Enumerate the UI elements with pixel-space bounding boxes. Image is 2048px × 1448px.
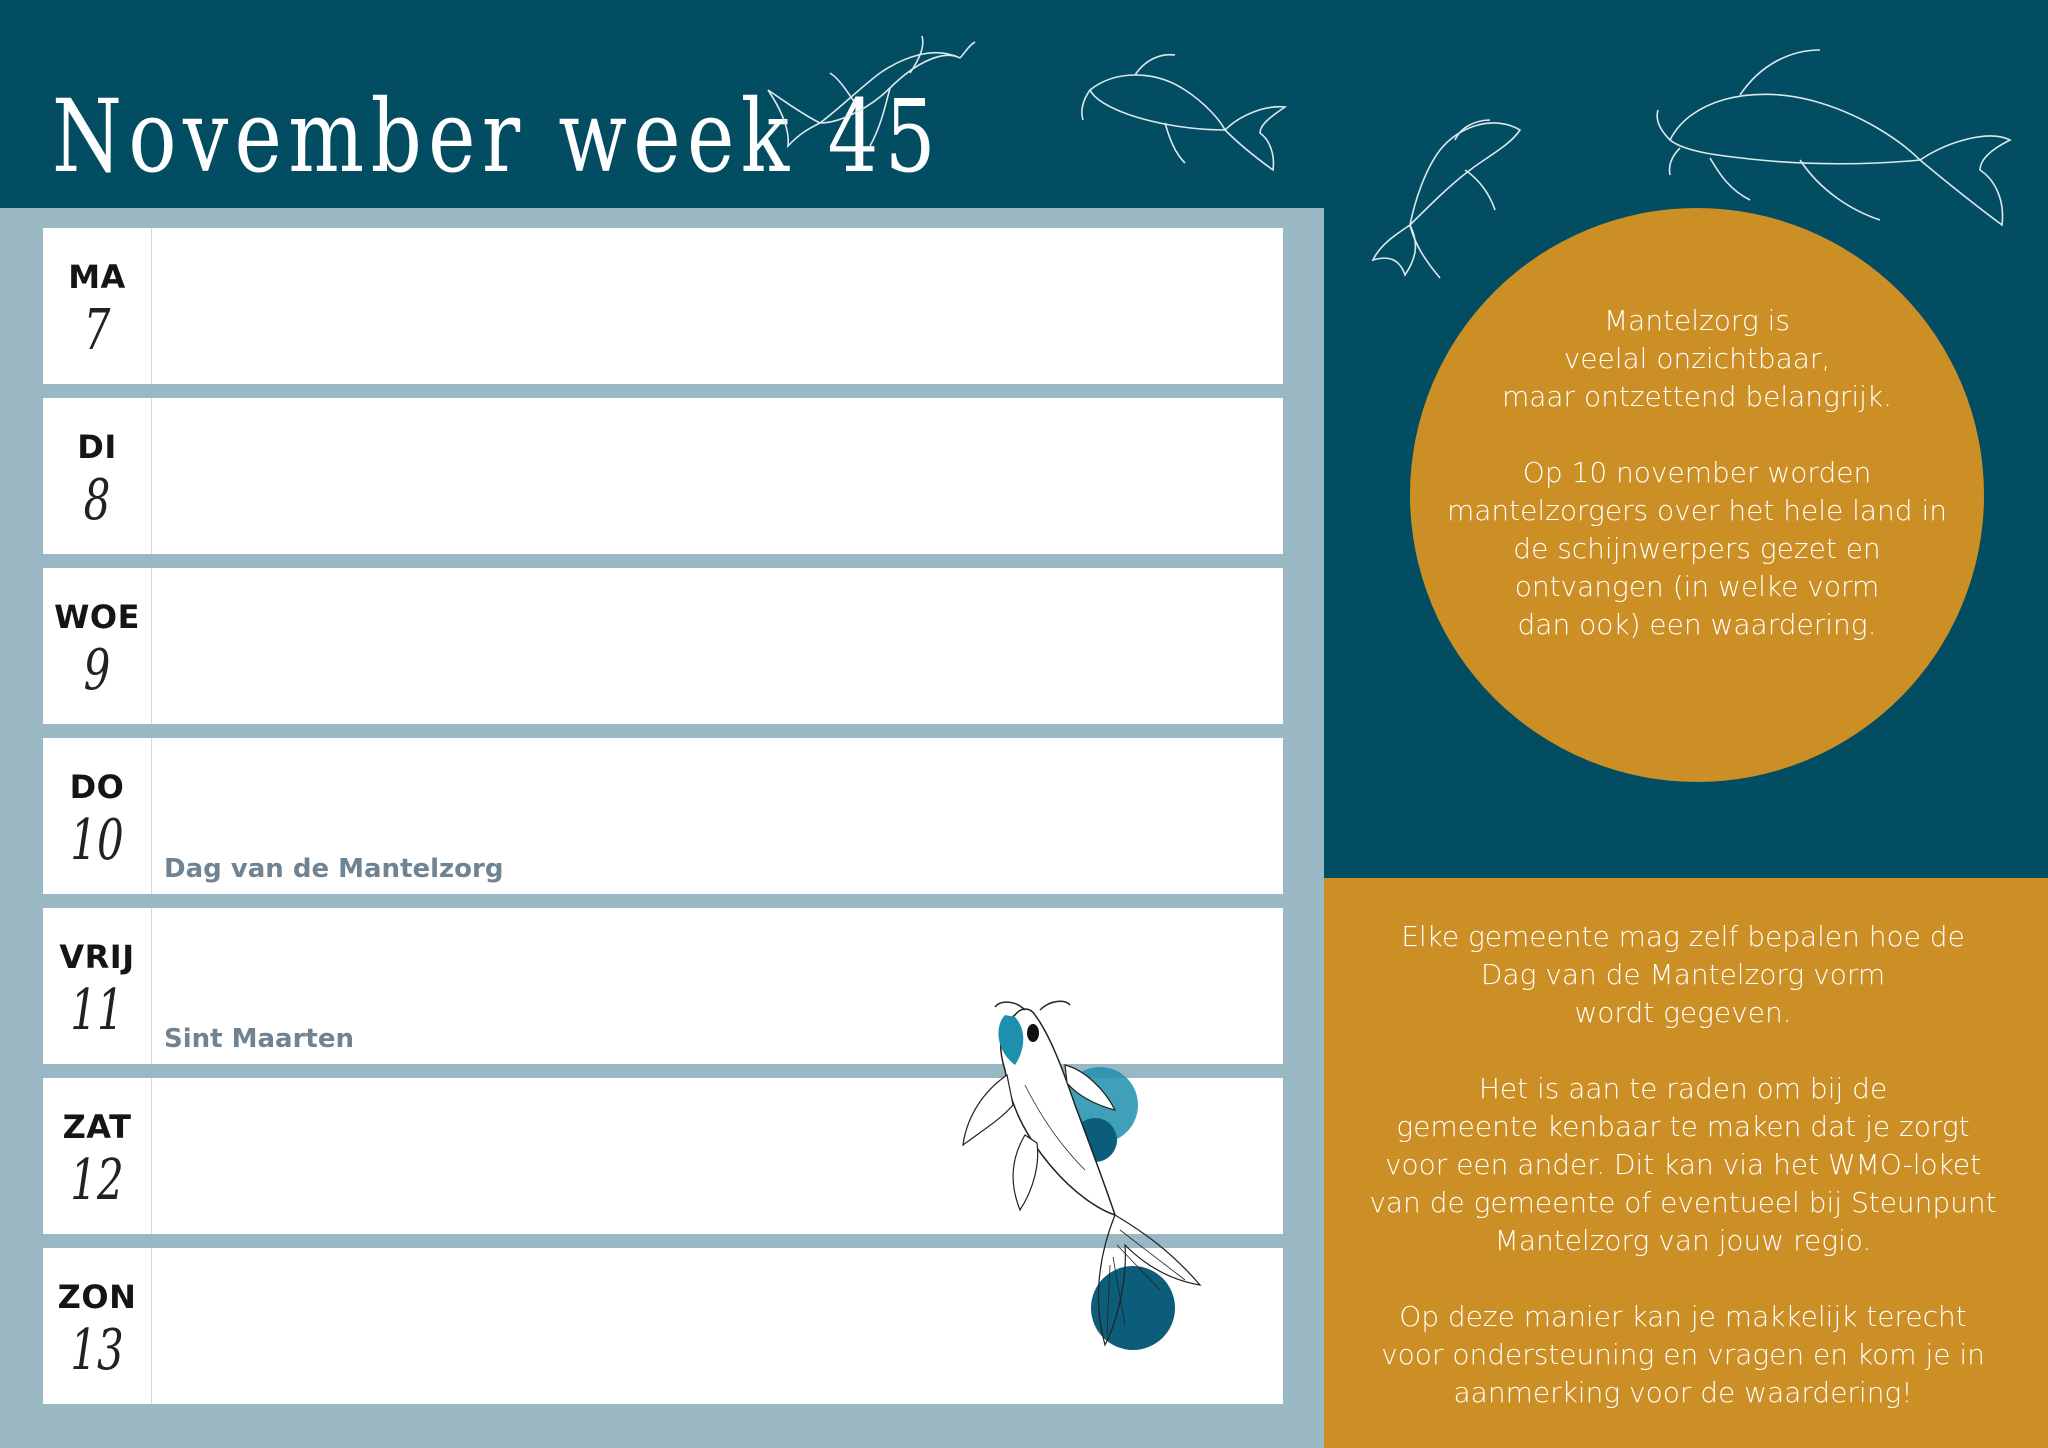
- day-label: [43, 1078, 152, 1234]
- day-label: [43, 738, 152, 894]
- day-abbr: ZON: [57, 1278, 137, 1316]
- day-abbr: DO: [69, 768, 125, 806]
- day-number: 13: [70, 1318, 124, 1383]
- day-abbr: WOE: [54, 598, 140, 636]
- day-label: [43, 568, 152, 724]
- koi-fish-icon: [1075, 45, 1295, 175]
- day-row-wednesday[interactable]: [43, 568, 1283, 724]
- day-number: 10: [70, 808, 124, 873]
- info-paragraph: Op deze manier kan je makkelijk terecht voor ondersteuning en vragen en kom je in aanmerking voor de waardering!: [1381, 1300, 1985, 1409]
- day-label: [43, 1248, 152, 1404]
- day-label: [43, 228, 152, 384]
- day-abbr: VRIJ: [59, 938, 135, 976]
- day-row-monday[interactable]: [43, 228, 1283, 384]
- koi-fish-icon: [760, 28, 980, 158]
- day-note: Dag van de Mantelzorg: [164, 854, 504, 884]
- day-row-thursday[interactable]: [43, 738, 1283, 894]
- day-row-tuesday[interactable]: [43, 398, 1283, 554]
- day-number: 11: [70, 978, 124, 1043]
- page-title: November week 45: [52, 78, 943, 195]
- day-label: [43, 908, 152, 1064]
- day-abbr: DI: [77, 428, 117, 466]
- info-box-text: [1338, 918, 2028, 1412]
- circle-paragraph: Mantelzorg is veelal onzichtbaar, maar ontzettend belangrijk.: [1501, 304, 1893, 413]
- day-number: 9: [83, 638, 111, 703]
- day-label: [43, 398, 152, 554]
- circle-paragraph: Op 10 november worden mantelzorgers over het hele land in de schijnwerpers gezet en ontvangen (in welke vorm dan ook) een waardering.: [1447, 456, 1947, 641]
- day-number: 12: [70, 1148, 124, 1213]
- day-abbr: ZAT: [62, 1108, 132, 1146]
- day-number: 8: [83, 468, 111, 533]
- day-abbr: MA: [68, 258, 126, 296]
- koi-fish-color-icon: [955, 995, 1255, 1375]
- circle-text: [1420, 302, 1974, 644]
- info-paragraph: Elke gemeente mag zelf bepalen hoe de Dag van de Mantelzorg vorm wordt gegeven.: [1401, 920, 1965, 1029]
- koi-fish-icon: [1365, 110, 1535, 290]
- day-note: Sint Maarten: [164, 1024, 354, 1054]
- day-number: 7: [83, 298, 111, 363]
- info-paragraph: Het is aan te raden om bij de gemeente kenbaar te maken dat je zorgt voor een ander. Dit kan via het WMO-loket van de gemeente of eventueel bij Steunpunt Mantelzorg van jouw regio.: [1369, 1072, 1997, 1257]
